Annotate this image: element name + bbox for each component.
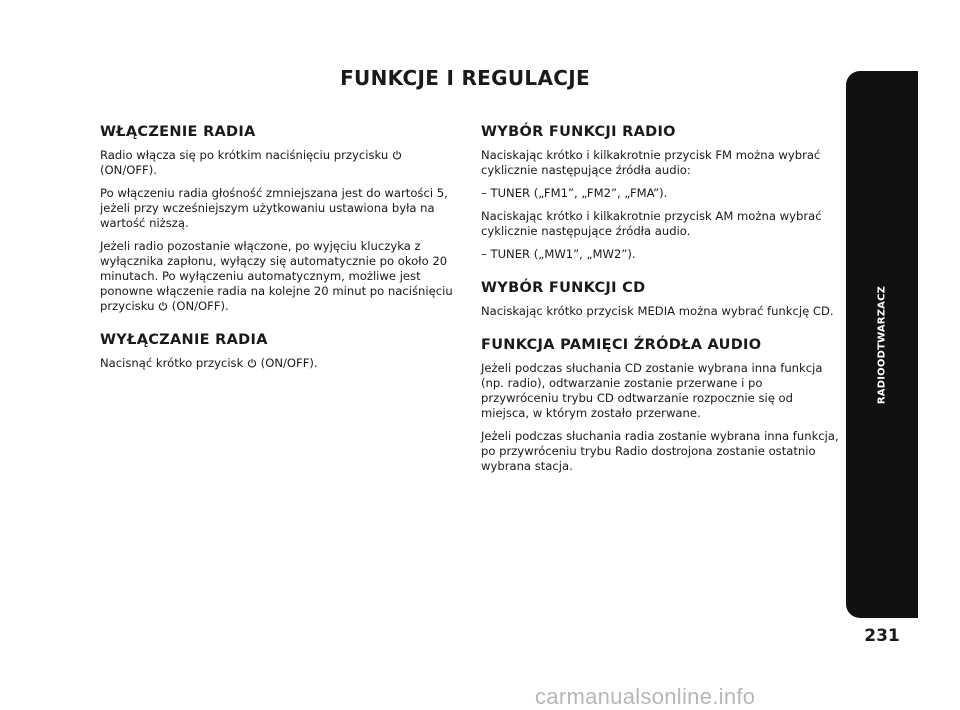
text: Jeżeli radio pozostanie włączone, po wyjęciu kluczyka z wyłącznika zapłonu, wyłączy się automatycznie po około 20 minutach. Po wyłączeniu automatycznym, możliwe jest ponowne włączenie radia na kolejne 20 minut po naciśnięciu przycisku: [100, 239, 453, 313]
page-number: 231: [864, 626, 900, 646]
paragraph: [100, 356, 460, 371]
section-title-radio-on: WŁĄCZENIE RADIA: [100, 124, 256, 140]
paragraph: Naciskając krótko i kilkakrotnie przycisk FM można wybrać cyklicznie następujące źródła audio:: [481, 148, 821, 177]
paragraph: Naciskając krótko i kilkakrotnie przycisk AM można wybrać cyklicznie następujące źródła audio.: [481, 209, 822, 238]
left-column: [100, 124, 460, 379]
page-title: FUNKCJE I REGULACJE: [340, 66, 590, 90]
text: Nacisnąć krótko przycisk: [100, 356, 244, 370]
paragraph: [100, 148, 460, 178]
power-icon: [247, 357, 257, 367]
text: (ON/OFF).: [260, 356, 318, 370]
paragraph: Po włączeniu radia głośność zmniejszana jest do wartości 5, jeżeli przy wcześniejszym użytkowaniu ustawiona była na wartość niższą.: [100, 186, 448, 230]
right-column: [481, 124, 841, 482]
section-title-radio-off: WYŁĄCZANIE RADIA: [100, 332, 268, 348]
chapter-tab: [846, 71, 918, 618]
chapter-tab-label: RADIOODTWARZACZ: [876, 285, 888, 404]
paragraph: [100, 239, 460, 314]
section-title-radio-function: WYBÓR FUNKCJI RADIO: [481, 124, 676, 140]
section-title-audio-memory: FUNKCJA PAMIĘCI ŹRÓDŁA AUDIO: [481, 337, 762, 353]
text: (ON/OFF).: [100, 163, 157, 177]
paragraph: Jeżeli podczas słuchania radia zostanie wybrana inna funkcja, po przywróceniu trybu Radio dostrojona zostanie ostatnio wybrana stacja.: [481, 429, 839, 473]
paragraph: – TUNER („MW1”, „MW2”).: [481, 247, 636, 261]
section-title-cd-function: WYBÓR FUNKCJI CD: [481, 280, 646, 296]
power-icon: [158, 300, 168, 310]
power-icon: [392, 149, 402, 159]
paragraph: Naciskając krótko przycisk MEDIA można wybrać funkcję CD.: [481, 304, 834, 318]
text: Radio włącza się po krótkim naciśnięciu przycisku: [100, 148, 389, 162]
paragraph: Jeżeli podczas słuchania CD zostanie wybrana inna funkcja (np. radio), odtwarzanie zostanie przerwane i po przywróceniu trybu CD odtwarzanie rozpocznie się od miejsca, w którym zostało przerwane.: [481, 361, 823, 420]
watermark: carmanualsonline.info: [535, 684, 756, 709]
text: (ON/OFF).: [171, 299, 229, 313]
paragraph: – TUNER („FM1”, „FM2”, „FMA”).: [481, 186, 668, 200]
